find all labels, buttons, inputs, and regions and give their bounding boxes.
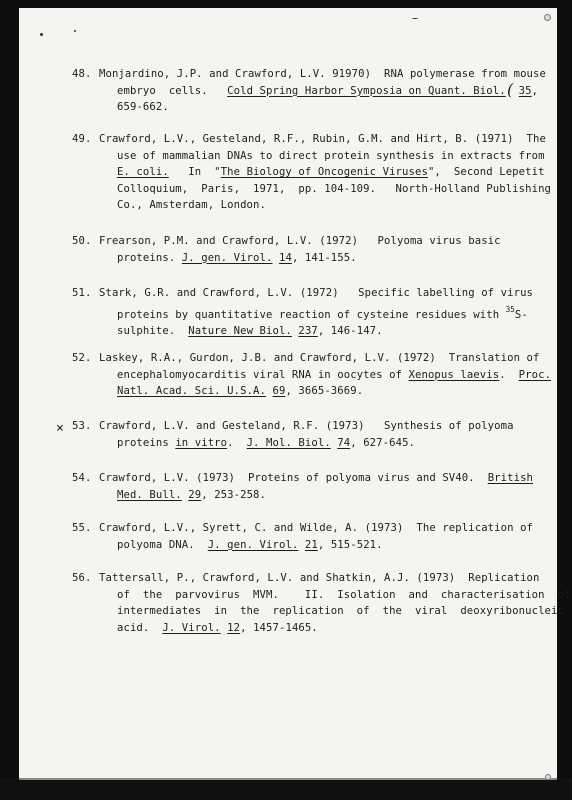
reference-text: , bbox=[531, 84, 539, 97]
reference-line bbox=[72, 435, 514, 452]
underlined-citation-text: Cold Spring Harbor Symposia on Quant. Biol. bbox=[227, 84, 506, 97]
underlined-citation-text: The Biology of Oncogenic Viruses bbox=[220, 166, 428, 179]
reference-line bbox=[72, 323, 533, 340]
reference-line bbox=[72, 367, 551, 384]
reference-text: sulphite. bbox=[117, 325, 189, 338]
reference-line bbox=[72, 148, 551, 165]
reference-text: proteins bbox=[117, 436, 176, 449]
reference-text: intermediates in the replication of the viral deoxyribonucleic bbox=[117, 605, 564, 618]
reference-text: . bbox=[499, 368, 519, 381]
reference-48 bbox=[72, 66, 546, 116]
reference-text: embryo cells. bbox=[117, 84, 228, 97]
reference-line bbox=[72, 620, 570, 637]
scan-speck bbox=[74, 30, 76, 32]
reference-53 bbox=[72, 418, 514, 451]
reference-text: S- bbox=[514, 308, 528, 321]
reference-text: of the parvovirus MVM. II. Isolation and characterisation of bbox=[117, 588, 571, 601]
reference-text: Crawford, L.V. (1973) Proteins of polyoma virus and SV40. bbox=[99, 472, 488, 484]
reference-number: 49. bbox=[72, 133, 92, 145]
reference-50 bbox=[72, 233, 501, 266]
reference-line bbox=[72, 570, 570, 587]
reference-54 bbox=[72, 470, 533, 503]
reference-line bbox=[72, 302, 533, 324]
reference-line bbox=[72, 487, 533, 504]
underlined-citation-text: British bbox=[487, 472, 534, 484]
reference-text: Crawford, L.V. and Gesteland, R.F. (1973) Synthesis of polyoma bbox=[99, 420, 514, 432]
reference-55 bbox=[72, 520, 533, 553]
reference-text: Stark, G.R. and Crawford, L.V. (1972) Specific labelling of virus bbox=[99, 287, 534, 299]
margin-cross-mark: × bbox=[56, 421, 64, 436]
reference-number: 48. bbox=[72, 68, 92, 80]
scan-edge-line bbox=[19, 778, 557, 780]
reference-text: Co., Amsterdam, London. bbox=[117, 199, 266, 212]
reference-number: 50. bbox=[72, 235, 92, 247]
reference-number: 56. bbox=[72, 572, 92, 584]
underlined-citation-text: J. Virol. bbox=[162, 621, 221, 634]
underlined-citation-text: Natl. Acad. Sci. U.S.A. bbox=[117, 385, 266, 398]
reference-text: . bbox=[227, 436, 247, 449]
scan-speck bbox=[544, 14, 551, 21]
scan-speck bbox=[412, 18, 418, 19]
underlined-citation-text: J. gen. Virol. bbox=[207, 538, 299, 551]
reference-line bbox=[72, 66, 546, 83]
reference-line bbox=[72, 99, 546, 116]
reference-text: 35 bbox=[505, 304, 515, 314]
reference-text: , 627-645. bbox=[350, 436, 416, 449]
underlined-citation-text: J. Mol. Biol. bbox=[246, 436, 331, 449]
reference-text: Crawford, L.V., Syrett, C. and Wilde, A. (1973) The replication of bbox=[99, 522, 534, 534]
reference-line bbox=[72, 418, 514, 435]
reference-line bbox=[72, 350, 551, 367]
reference-text: ", Second Lepetit bbox=[427, 166, 545, 179]
underlined-citation-text: 12 bbox=[227, 621, 241, 634]
margin-paren-mark: ( bbox=[507, 80, 514, 99]
underlined-citation-text: Proc. bbox=[518, 368, 552, 381]
reference-line bbox=[72, 197, 551, 214]
underlined-citation-text: J. gen. Virol. bbox=[181, 251, 273, 264]
reference-text: , 146-147. bbox=[317, 325, 383, 338]
reference-text: Laskey, R.A., Gurdon, J.B. and Crawford, L.V. (1972) Translation of bbox=[99, 352, 540, 364]
underlined-citation-text: 35 bbox=[518, 84, 532, 97]
reference-51 bbox=[72, 285, 533, 340]
reference-text: polyoma DNA. bbox=[117, 538, 208, 551]
reference-text: Monjardino, J.P. and Crawford, L.V. 91970) RNA polymerase from mouse bbox=[99, 68, 546, 80]
underlined-citation-text: Xenopus laevis bbox=[408, 368, 500, 381]
reference-text: proteins. bbox=[117, 251, 182, 264]
reference-text: Frearson, P.M. and Crawford, L.V. (1972) Polyoma virus basic bbox=[99, 235, 501, 247]
reference-line bbox=[72, 285, 533, 302]
underlined-citation-text: 69 bbox=[272, 385, 286, 398]
reference-52 bbox=[72, 350, 551, 400]
reference-line bbox=[72, 181, 551, 198]
reference-text: , 141-155. bbox=[291, 251, 357, 264]
reference-text: , 253-258. bbox=[201, 488, 267, 501]
underlined-citation-text: Med. Bull. bbox=[117, 488, 182, 501]
scan-border bbox=[0, 778, 572, 800]
underlined-citation-text: 14 bbox=[278, 251, 292, 264]
reference-line bbox=[72, 537, 533, 554]
underlined-citation-text: Nature New Biol. bbox=[188, 325, 292, 338]
reference-number: 53. bbox=[72, 420, 92, 432]
underlined-citation-text: 237 bbox=[298, 325, 318, 338]
reference-line bbox=[72, 164, 551, 181]
reference-49 bbox=[72, 131, 551, 214]
underlined-citation-text: in vitro bbox=[175, 436, 228, 449]
scan-speck bbox=[40, 33, 43, 36]
reference-text: , 3665-3669. bbox=[285, 385, 364, 398]
scan-speck bbox=[545, 774, 551, 780]
reference-line bbox=[72, 83, 546, 100]
reference-line bbox=[72, 587, 570, 604]
underlined-citation-text: 74 bbox=[337, 436, 351, 449]
reference-number: 51. bbox=[72, 287, 92, 299]
reference-text: proteins by quantitative reaction of cysteine residues with bbox=[117, 308, 506, 321]
reference-text: acid. bbox=[117, 621, 163, 634]
reference-line bbox=[72, 603, 570, 620]
reference-text: , 515-521. bbox=[317, 538, 383, 551]
underlined-citation-text: 29 bbox=[188, 488, 202, 501]
reference-line bbox=[72, 383, 551, 400]
reference-text: 659-662. bbox=[117, 101, 169, 114]
reference-56 bbox=[72, 570, 570, 636]
reference-number: 54. bbox=[72, 472, 92, 484]
reference-number: 55. bbox=[72, 522, 92, 534]
underlined-citation-text: E. coli. bbox=[117, 166, 169, 179]
reference-text: encephalomyocarditis viral RNA in oocytes of bbox=[117, 368, 409, 381]
underlined-citation-text: 21 bbox=[304, 538, 318, 551]
reference-line bbox=[72, 233, 501, 250]
reference-text: In " bbox=[168, 166, 221, 179]
reference-line bbox=[72, 250, 501, 267]
reference-text: Tattersall, P., Crawford, L.V. and Shatkin, A.J. (1973) Replication bbox=[99, 572, 540, 584]
reference-text: Crawford, L.V., Gesteland, R.F., Rubin, G.M. and Hirt, B. (1971) The bbox=[99, 133, 546, 145]
reference-line bbox=[72, 131, 551, 148]
reference-line bbox=[72, 520, 533, 537]
reference-line bbox=[72, 470, 533, 487]
reference-text: Colloquium, Paris, 1971, pp. 104-109. North-Holland Publishing bbox=[117, 182, 552, 195]
reference-number: 52. bbox=[72, 352, 92, 364]
reference-text: , 1457-1465. bbox=[240, 621, 318, 634]
reference-text: use of mammalian DNAs to direct protein synthesis in extracts from bbox=[117, 149, 545, 162]
